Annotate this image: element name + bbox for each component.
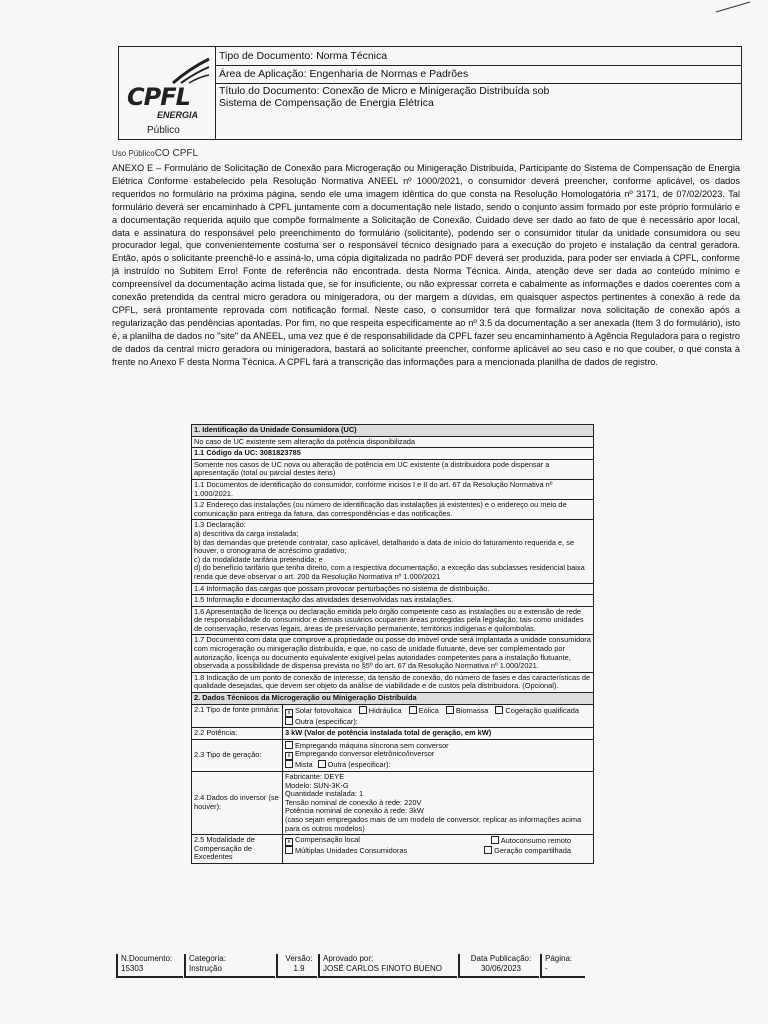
source-solar-option[interactable]: x Solar fotovoltaica bbox=[285, 707, 352, 717]
inverter-data bbox=[283, 772, 594, 835]
item-1-3: 1.3 Declaração: a) descritiva da carga instalada; b) das demandas que pretende contratar, caso aplicável, detalhando a data de início do faturamento requerida e, se houver, o cronograma de acréscimo gradativo; c) da modalidade tarifária pretendida; e d) do benefício tarifário que tenha direito, com a respectiva documentação, a exceção das subclasses residencial baixa renda que deve observar o art. 200 da Resolução Normativa nº 1.000/2021 bbox=[192, 520, 594, 583]
doc-title-line2: Sistema de Compensação de Energia Elétrica bbox=[219, 97, 434, 109]
checked-box-icon: x bbox=[285, 838, 293, 846]
footer-publication-date: Data Publicação: 30/06/2023 bbox=[458, 954, 539, 978]
item-1-5: 1.5 Informação e documentação das atividades desenvolvidas nas instalações. bbox=[192, 595, 594, 607]
item-1-8: 1.8 Indicação de um ponto de conexão de interesse, da tensão de conexão, do número de fases e das características de qualidade desejadas, que devem ser objeto da análise de viabilidade e de custos pela distribuidora. (Opcional). bbox=[192, 672, 594, 692]
item-1-7: 1.7 Documento com data que comprove a propriedade ou posse do imóvel onde será implantada a unidade consumidora com microgeração ou minigeração distribuída, e que, no caso de unidade flutuante, deve ser complementado por autorização, licença ou documento equivalente exigível pelas autoridades competentes para a instalação flutuante, observada a possibilidade de dispensa prevista no §5º do art. 67 da Resolução Normativa nº 1.000/2021. bbox=[192, 635, 594, 672]
cpfl-logo bbox=[119, 47, 216, 139]
source-cogeneration-option[interactable]: Cogeração qualificada bbox=[495, 706, 579, 716]
corner-mark bbox=[714, 0, 754, 14]
document-header bbox=[118, 46, 742, 140]
source-other-option[interactable]: Outra (especificar): bbox=[285, 717, 358, 727]
source-wind-option[interactable]: Eólica bbox=[409, 706, 439, 716]
source-type-label: 2.1 Tipo de fonte primária: bbox=[192, 704, 283, 728]
power-label: 2.2 Potência: bbox=[192, 728, 283, 740]
checkbox-icon bbox=[318, 760, 326, 768]
usage-suffix: CO CPFL bbox=[154, 148, 199, 159]
compensation-options bbox=[283, 835, 594, 864]
source-type-options bbox=[283, 704, 594, 728]
inverter-model: Modelo: SUN-3K-G bbox=[285, 780, 349, 790]
checkbox-icon bbox=[491, 836, 499, 844]
generation-type-label: 2.3 Tipo de geração: bbox=[192, 739, 283, 771]
checkbox-icon bbox=[285, 741, 293, 749]
checkbox-icon bbox=[285, 760, 293, 768]
compensation-label: 2.5 Modalidade de Compensação de Excedentes bbox=[192, 835, 283, 864]
checked-box-icon: x bbox=[285, 752, 293, 760]
usage-prefix: Uso Público bbox=[112, 149, 155, 158]
inverter-manufacturer: Fabricante: DEYE bbox=[285, 772, 345, 781]
inverter-power: Potência nominal de conexão à rede: 3kW bbox=[285, 806, 424, 816]
checkbox-icon bbox=[285, 846, 293, 854]
footer-approved-by: Aprovado por: JOSÉ CARLOS FINOTO BUENO bbox=[318, 954, 457, 978]
checkbox-icon bbox=[359, 706, 367, 714]
logo-sub: ENERGIA bbox=[157, 110, 199, 120]
section-2-title: 2. Dados Técnicos da Microgeração ou Minigeração Distribuída bbox=[192, 693, 594, 705]
comp-shared-option[interactable]: Geração compartilhada bbox=[484, 846, 571, 856]
annex-paragraph: ANEXO E – Formulário de Solicitação de Conexão para Microgeração ou Minigeração Distribuída, Participante do Sistema de Compensação de Energia Elétrica Conforme estabelecido pela Resolução Normativa ANEEL nº 1000/2021, o consumidor deverá preencher, conforme aplicável, os dados requeridos no formulário na próxima página, sendo ele uma imagem idêntica do que consta na Resolução Homologatória nº 3171, de 07/02/2023. Tal formulário deverá ser encaminhado à CPFL juntamente com a documentação nele listado, sendo o conjunto assim formado por este próprio formulário e a documentação requerida aquilo que compõe formalmente a Solicitação de Conexão. Cuidado deve ser dado ao fato de que é necessário apor local, data e assinatura do responsável pelo preenchimento do formulário (solicitante), podendo ser o consumidor titular da unidade consumidora ou seu procurador legal, que convenientemente costuma ser o responsável técnico designado para a execução do projeto e instalação da central geradora. Então, após o solicitante preenchê-lo e assiná-lo, uma cópia digitalizada no padrão PDF deverá ser produzida, para poder ser enviada à CPFL, conforme já instruído no Subitem Erro! Fonte de referência não encontrada. desta Norma Técnica. Ainda, atenção deve ser dada ao conteúdo mínimo e compreensível da documentação acima listada que, se for insuficiente, ou não expressar correta e cabalmente as informações e dados coerentes com a conexão pretendida da central micro geradora ou minigeradora, ou der margem a dúvidas, em quaisquer aspectos pertinentes à conexão à rede da CPFL, será prontamente reprovada com notificação formal. Neste caso, o consumidor terá que formalizar nova solicitação de conexão após a regularização das pendências apontadas. Por fim, no que respeita especificamente ao nº 3.5 da documentação a ser anexada (Item 3 do formulário), isto é, a planilha de dados no "site" da ANEEL, uma vez que é de responsabilidade da CPFL fazer seu encaminhamento à Agência Reguladora para o registro de dados da central micro geradora ou minigeradora, bastará ao solicitante preencher, conforme aplicável ao seu caso e no que couber, o que consta à frente no Anexo F desta Norma Técnica. A CPFL fará a transcrição das informações para a mencionada planilha de dados de registro. bbox=[112, 163, 740, 367]
classification-label: Público bbox=[147, 125, 180, 136]
checkbox-icon bbox=[495, 706, 503, 714]
section-1-note: No caso de UC existente sem alteração da potência disponibilizada bbox=[192, 436, 594, 448]
source-biomass-option[interactable]: Biomassa bbox=[446, 706, 488, 716]
connection-request-form bbox=[191, 424, 594, 864]
doc-title bbox=[216, 83, 741, 141]
checkbox-icon bbox=[446, 706, 454, 714]
footer-category: Categoria: Instrução bbox=[184, 954, 275, 978]
doc-type: Tipo de Documento: Norma Técnica bbox=[216, 47, 741, 66]
footer-version: Versão: 1.9 bbox=[276, 954, 317, 978]
inverter-note: (caso sejam empregados mais de um modelo de conversor, replicar as informações acima para os outros modelos) bbox=[285, 814, 582, 833]
gen-synchronous-option[interactable]: Empregando máquina síncrona sem conversor bbox=[285, 741, 591, 751]
application-area: Área de Aplicação: Engenharia de Normas e Padrões bbox=[216, 65, 741, 84]
inverter-quantity: Quantidade instalada: 1 bbox=[285, 789, 364, 799]
inverter-label: 2.4 Dados do inversor (se houver): bbox=[192, 772, 283, 835]
checked-box-icon: x bbox=[285, 709, 293, 717]
document-footer bbox=[116, 954, 652, 976]
item-1-2: 1.2 Endereço das instalações (ou número de identificação das instalações já existentes) e o endereço ou meio de comunicação para entrega da fatura, das correspondências e das notificações. bbox=[192, 500, 594, 520]
checkbox-icon bbox=[484, 846, 492, 854]
item-1-1-docs: 1.1 Documentos de identificação do consumidor, conforme incisos I e II do art. 67 da Resolução Normativa nº 1.000/2021. bbox=[192, 479, 594, 499]
section-1-title: 1. Identificação da Unidade Consumidora (UC) bbox=[192, 425, 594, 437]
comp-local-option[interactable]: x Compensação local bbox=[285, 836, 360, 846]
uc-new-note: Somente nos casos de UC nova ou alteração de potência em UC existente (a distribuidora pode dispensar a apresentação (total ou parcial destes itens) bbox=[192, 459, 594, 479]
source-hydro-option[interactable]: Hidráulica bbox=[359, 706, 402, 716]
generation-type-options bbox=[283, 739, 594, 771]
uc-code: 1.1 Código da UC: 3081823785 bbox=[192, 448, 594, 460]
comp-remote-option[interactable]: Autoconsumo remoto bbox=[491, 836, 571, 846]
item-1-4: 1.4 Informação das cargas que possam provocar perturbações no sistema de distribuição. bbox=[192, 583, 594, 595]
logo-main: CPFL bbox=[127, 83, 190, 111]
item-1-6: 1.6 Apresentação de licença ou declaração emitida pelo órgão competente caso as instalações ou a extensão de rede de responsabilidade do consumidor e demais usuários ocuparem áreas protegidas pela legislação, tais como unidades de conservação, reservas legais, áreas de preservação permanente, territórios indígenas e quilombolas. bbox=[192, 606, 594, 635]
usage-label bbox=[112, 148, 198, 159]
inverter-voltage: Tensão nominal de conexão à rede: 220V bbox=[285, 797, 422, 807]
checkbox-icon bbox=[285, 717, 293, 725]
gen-other-option[interactable]: Outra (especificar): bbox=[318, 760, 391, 770]
logo-swoosh-icon bbox=[171, 57, 211, 85]
comp-multiple-option[interactable]: Múltiplas Unidades Consumidoras bbox=[285, 846, 407, 856]
gen-inverter-option[interactable]: x Empregando conversor eletrônico/inversor bbox=[285, 750, 591, 760]
checkbox-icon bbox=[409, 706, 417, 714]
footer-page: Página: - bbox=[540, 954, 585, 978]
footer-doc-number: N.Documento: 15303 bbox=[116, 954, 183, 978]
gen-mixed-option[interactable]: Mista bbox=[285, 760, 313, 770]
doc-title-line1: Título do Documento: Conexão de Micro e Minigeração Distribuída sob bbox=[219, 85, 550, 97]
power-value: 3 kW (Valor de potência instalada total de geração, em kW) bbox=[283, 728, 594, 740]
